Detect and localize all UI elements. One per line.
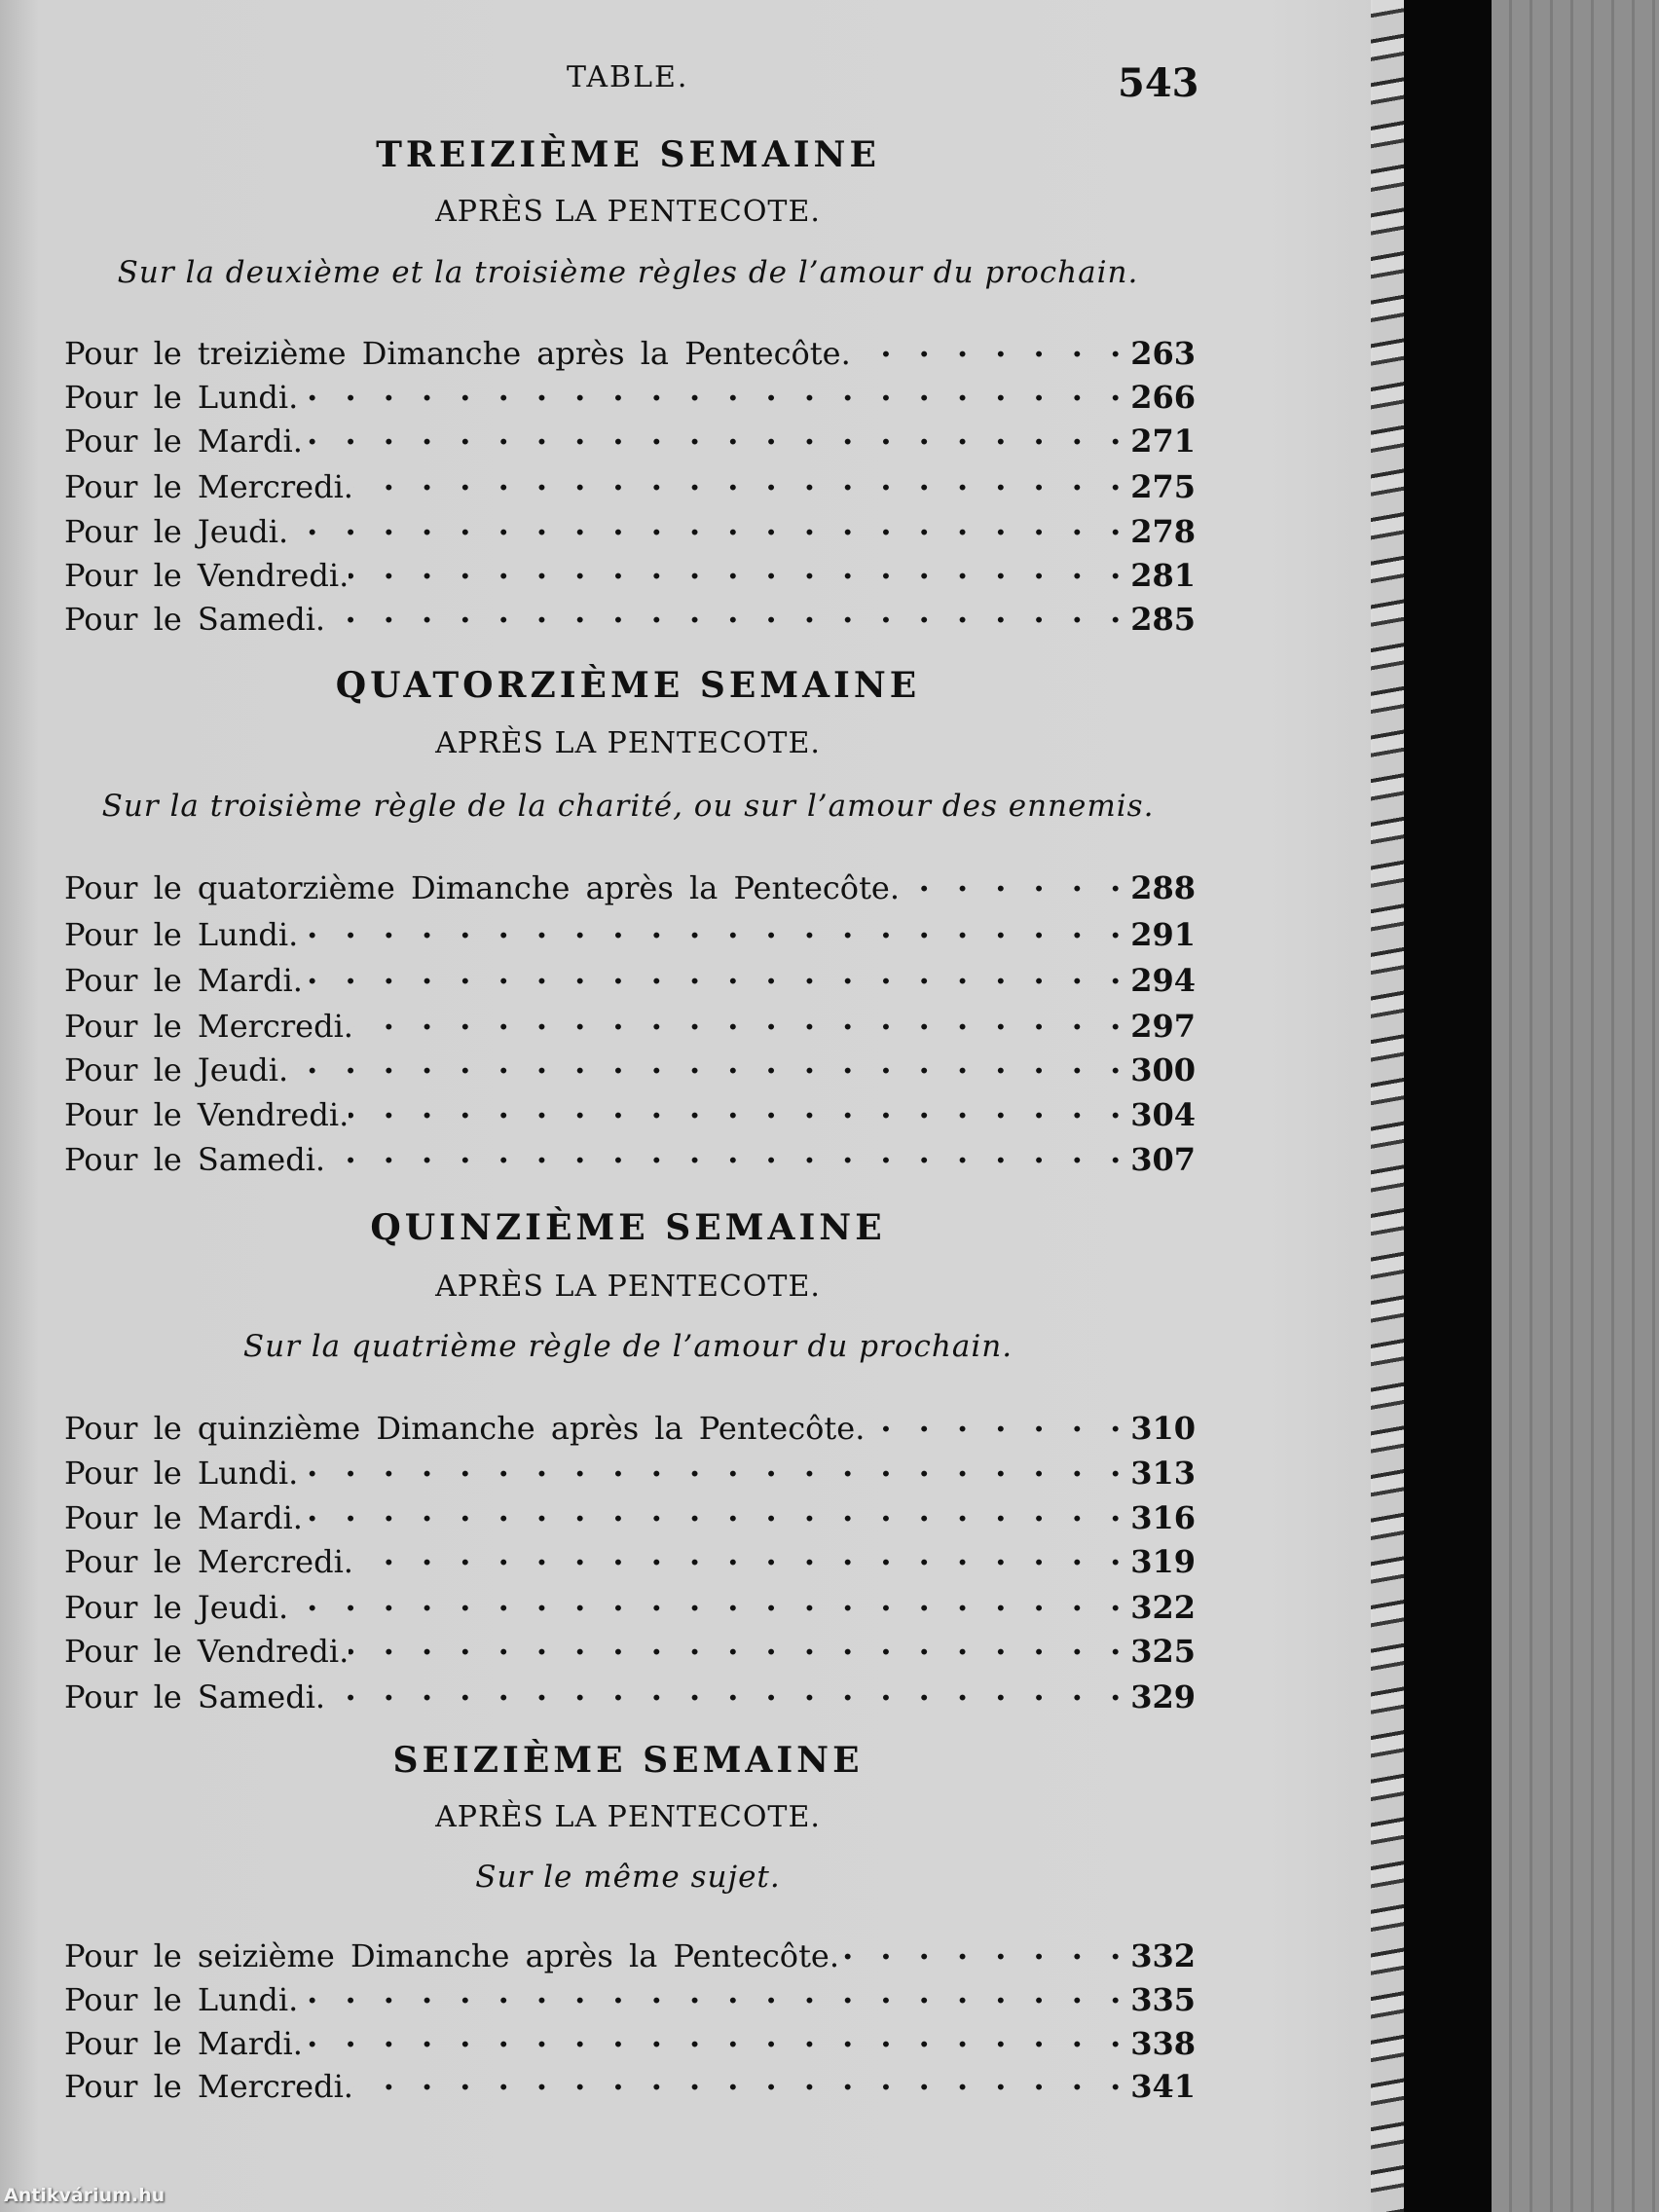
dot-leader [298, 371, 1130, 408]
toc-entry [64, 371, 1196, 414]
entry-label: Pour le Jeudi. [64, 513, 289, 550]
dot-leader [303, 1492, 1130, 1529]
section-subtitle: APRÈS LA PENTECOTE. [435, 1270, 821, 1304]
dot-leader [353, 1535, 1130, 1572]
toc-entry [64, 593, 1196, 636]
dot-leader [325, 1133, 1130, 1170]
dot-leader [349, 1088, 1130, 1125]
toc-entry [64, 908, 1196, 951]
entry-label: Pour le Vendredi. [64, 1096, 350, 1133]
entry-page: 288 [1130, 869, 1196, 906]
toc-entry [64, 549, 1196, 592]
dot-leader [851, 327, 1130, 364]
section-subtitle: APRÈS LA PENTECOTE. [435, 726, 821, 760]
background-surface [1492, 0, 1659, 2212]
entry-page: 300 [1130, 1051, 1196, 1088]
entry-page: 271 [1130, 423, 1196, 460]
dot-leader [298, 1973, 1130, 2010]
dot-leader [353, 2060, 1130, 2097]
toc-entry [64, 862, 1196, 904]
entry-label: Pour le Vendredi. [64, 557, 350, 594]
section-title: QUINZIÈME SEMAINE [370, 1207, 886, 1248]
entry-page: 297 [1130, 1008, 1196, 1045]
toc-entry [64, 1625, 1196, 1668]
toc-entry [64, 461, 1196, 503]
entry-label: Pour le Mercredi. [64, 1008, 353, 1045]
section-title: SEIZIÈME SEMAINE [392, 1740, 864, 1781]
running-title: TABLE. [567, 60, 689, 94]
section-topic: Sur la quatrième règle de l’amour du prochain. [242, 1329, 1014, 1364]
entry-page: 304 [1130, 1096, 1196, 1133]
entry-page: 319 [1130, 1543, 1196, 1580]
entry-label: Pour le Jeudi. [64, 1051, 289, 1088]
marbled-edge [1371, 0, 1404, 2212]
toc-entry [64, 1133, 1196, 1176]
toc-entry [64, 2060, 1196, 2103]
toc-entry [64, 1447, 1196, 1490]
dot-leader [288, 1581, 1130, 1618]
entry-label: Pour le seizième Dimanche après la Pentecôte. [64, 1937, 840, 1974]
toc-entry [64, 1581, 1196, 1624]
section-subtitle: APRÈS LA PENTECOTE. [435, 1800, 821, 1834]
entry-page: 275 [1130, 468, 1196, 505]
entry-page: 325 [1130, 1633, 1196, 1670]
entry-label: Pour le Mardi. [64, 962, 303, 999]
toc-entry [64, 1671, 1196, 1714]
section-title: QUATORZIÈME SEMAINE [335, 665, 921, 706]
entry-page: 322 [1130, 1589, 1196, 1626]
book-spine-band [1404, 0, 1492, 2212]
entry-label: Pour le Samedi. [64, 1678, 326, 1715]
entry-page: 266 [1130, 379, 1196, 416]
dot-leader [303, 2017, 1130, 2054]
entry-page: 341 [1130, 2068, 1196, 2105]
entry-label: Pour le Mardi. [64, 2025, 303, 2062]
entry-page: 278 [1130, 513, 1196, 550]
toc-entry [64, 327, 1196, 370]
dot-leader [303, 415, 1130, 452]
entry-page: 316 [1130, 1499, 1196, 1536]
entry-page: 335 [1130, 1981, 1196, 2018]
dot-leader [900, 862, 1130, 899]
entry-page: 313 [1130, 1455, 1196, 1492]
toc-entry [64, 505, 1196, 548]
entry-label: Pour le Jeudi. [64, 1589, 289, 1626]
entry-label: Pour le Vendredi. [64, 1633, 350, 1670]
entry-page: 294 [1130, 962, 1196, 999]
entry-label: Pour le quatorzième Dimanche après la Pentecôte. [64, 869, 901, 906]
entry-label: Pour le Mercredi. [64, 468, 353, 505]
dot-leader [839, 1930, 1130, 1967]
section-title: TREIZIÈME SEMAINE [376, 134, 880, 175]
dot-leader [325, 593, 1130, 630]
entry-page: 310 [1130, 1410, 1196, 1447]
toc-entry [64, 1973, 1196, 2016]
entry-label: Pour le Lundi. [64, 916, 299, 953]
toc-entry [64, 2017, 1196, 2060]
entry-label: Pour le quinzième Dimanche après la Pentecôte. [64, 1410, 866, 1447]
entry-page: 307 [1130, 1141, 1196, 1178]
entry-label: Pour le Mercredi. [64, 1543, 353, 1580]
entry-label: Pour le Mardi. [64, 423, 303, 460]
toc-entry [64, 415, 1196, 458]
toc-entry [64, 1402, 1196, 1445]
entry-page: 291 [1130, 916, 1196, 953]
toc-entry [64, 954, 1196, 997]
dot-leader [303, 954, 1130, 991]
toc-entry [64, 1044, 1196, 1087]
dot-leader [349, 1625, 1130, 1662]
toc-entry [64, 1535, 1196, 1578]
entry-label: Pour le Samedi. [64, 601, 326, 638]
dot-leader [288, 1044, 1130, 1081]
dot-leader [349, 549, 1130, 586]
entry-page: 285 [1130, 601, 1196, 638]
entry-page: 263 [1130, 335, 1196, 372]
section-topic: Sur le même sujet. [475, 1860, 781, 1895]
toc-entry [64, 1088, 1196, 1131]
watermark: Antikvárium.hu [4, 2185, 166, 2206]
entry-label: Pour le Lundi. [64, 1455, 299, 1492]
entry-label: Pour le Mercredi. [64, 2068, 353, 2105]
entry-page: 329 [1130, 1678, 1196, 1715]
toc-entry [64, 1492, 1196, 1534]
toc-entry [64, 1000, 1196, 1043]
toc-entry [64, 1930, 1196, 1972]
dot-leader [298, 1447, 1130, 1484]
dot-leader [353, 461, 1130, 498]
dot-leader [288, 505, 1130, 542]
section-subtitle: APRÈS LA PENTECOTE. [435, 195, 821, 229]
entry-label: Pour le Samedi. [64, 1141, 326, 1178]
dot-leader [865, 1402, 1130, 1439]
dot-leader [298, 908, 1130, 945]
section-topic: Sur la deuxième et la troisième règles de l’amour du prochain. [117, 255, 1139, 290]
entry-label: Pour le Lundi. [64, 379, 299, 416]
page-number: 543 [1118, 60, 1199, 106]
entry-label: Pour le Mardi. [64, 1499, 303, 1536]
dot-leader [325, 1671, 1130, 1708]
entry-page: 338 [1130, 2025, 1196, 2062]
section-topic: Sur la troisième règle de la charité, ou sur l’amour des ennemis. [101, 789, 1155, 824]
entry-page: 281 [1130, 557, 1196, 594]
entry-label: Pour le treizième Dimanche après la Pentecôte. [64, 335, 851, 372]
entry-page: 332 [1130, 1937, 1196, 1974]
dot-leader [353, 1000, 1130, 1037]
entry-label: Pour le Lundi. [64, 1981, 299, 2018]
